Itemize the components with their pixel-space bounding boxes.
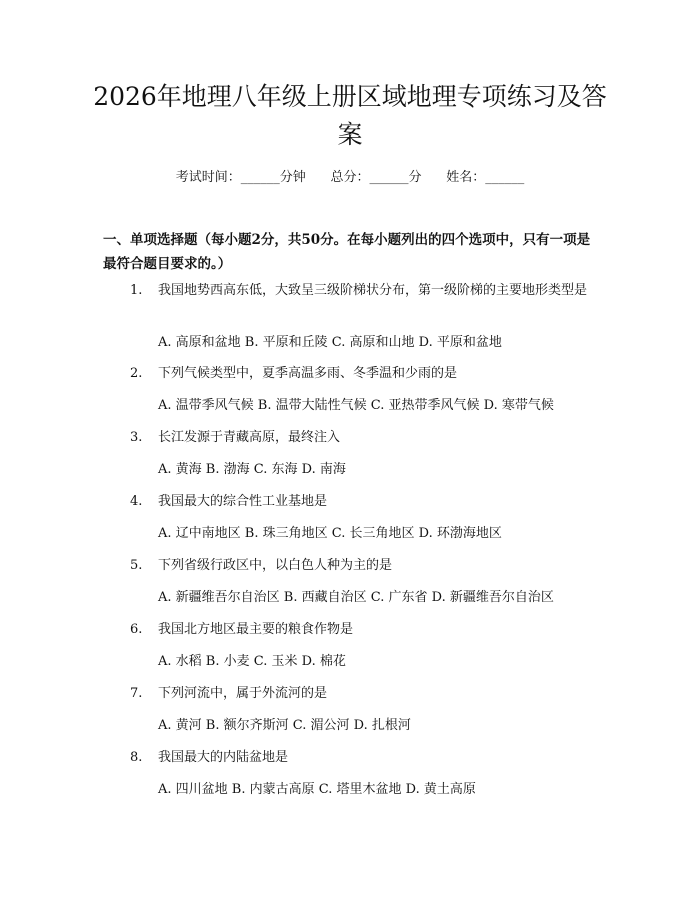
question-text: 长江发源于青藏高原，最终注入 — [158, 430, 341, 445]
question-number: 4. — [130, 494, 143, 509]
question-stem — [103, 491, 603, 513]
question-number: 2. — [130, 366, 143, 381]
question-text: 我国地势西高东低，大致呈三级阶梯状分布，第一级阶梯的主要地形类型是 — [158, 283, 588, 298]
question-options: A. 水稻 B. 小麦 C. 玉米 D. 棉花 — [158, 654, 346, 669]
question-text: 下列河流中，属于外流河的是 — [158, 686, 328, 701]
question-options: A. 温带季风气候 B. 温带大陆性气候 C. 亚热带季风气候 D. 寒带气候 — [158, 398, 554, 413]
question-stem — [103, 619, 603, 641]
question-options: A. 黄海 B. 渤海 C. 东海 D. 南海 — [158, 462, 346, 477]
question-number: 3. — [130, 430, 143, 445]
question-stem — [103, 747, 603, 769]
question-number: 7. — [130, 686, 143, 701]
question-stem — [103, 427, 603, 449]
question-options: A. 辽中南地区 B. 珠三角地区 C. 长三角地区 D. 环渤海地区 — [158, 526, 502, 541]
question-number: 5. — [130, 558, 143, 573]
question-text: 我国最大的内陆盆地是 — [158, 750, 289, 765]
question-options: A. 高原和盆地 B. 平原和丘陵 C. 高原和山地 D. 平原和盆地 — [158, 335, 502, 350]
exam-info-line: 考试时间：______分钟 总分：______分 姓名：______ — [175, 170, 525, 185]
document-title: 2026年地理八年级上册区域地理专项练习及答案 — [93, 82, 607, 149]
question-number: 6. — [130, 622, 143, 637]
question-stem — [103, 555, 603, 577]
question-stem — [103, 363, 603, 385]
question-stem — [103, 683, 603, 705]
question-stem — [103, 280, 603, 302]
question-text: 下列省级行政区中，以白色人种为主的是 — [158, 558, 393, 573]
question-options: A. 新疆维吾尔自治区 B. 西藏自治区 C. 广东省 D. 新疆维吾尔自治区 — [158, 590, 554, 605]
question-options: A. 四川盆地 B. 内蒙古高原 C. 塔里木盆地 D. 黄土高原 — [158, 782, 476, 797]
question-number: 1. — [130, 283, 143, 298]
question-text: 我国北方地区最主要的粮食作物是 — [158, 622, 354, 637]
question-options: A. 黄河 B. 额尔齐斯河 C. 湄公河 D. 扎根河 — [158, 718, 411, 733]
question-number: 8. — [130, 750, 143, 765]
question-text: 下列气候类型中，夏季高温多雨、冬季温和少雨的是 — [158, 366, 458, 381]
question-text: 我国最大的综合性工业基地是 — [158, 494, 328, 509]
section-heading: 一、单项选择题（每小题2分，共50分。在每小题列出的四个选项中，只有一项是最符合题目要求的。） — [103, 232, 591, 272]
